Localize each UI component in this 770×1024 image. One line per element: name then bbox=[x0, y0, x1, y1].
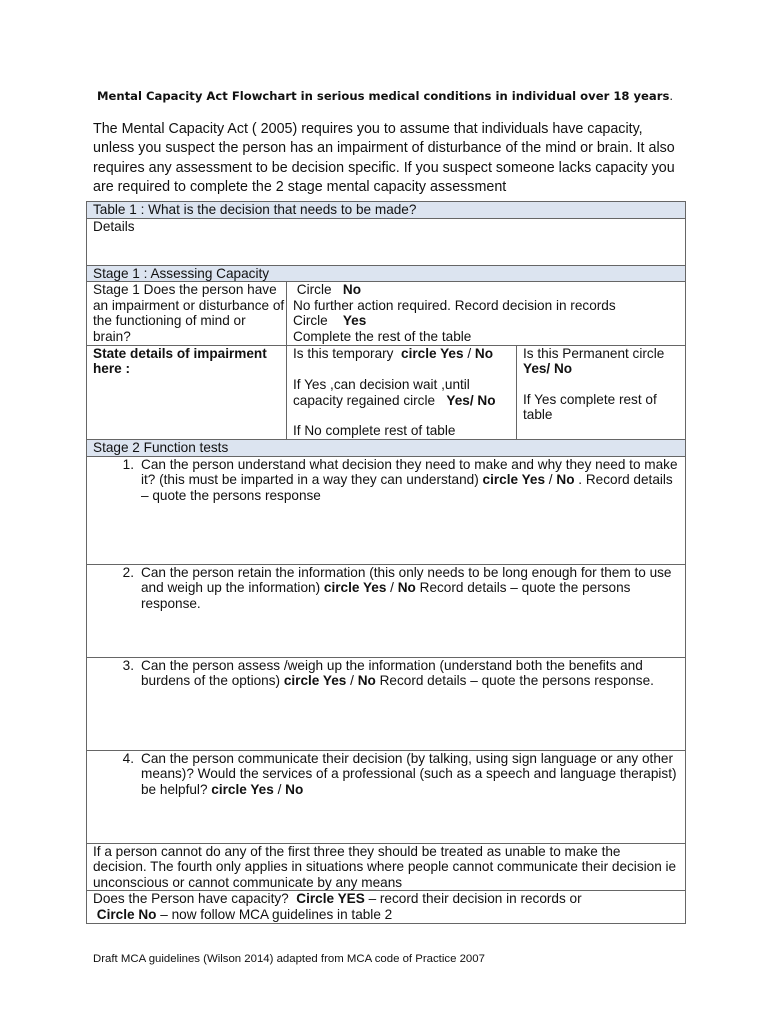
no-option[interactable]: No bbox=[342, 282, 361, 298]
mca-assessment-table bbox=[86, 201, 686, 924]
question-cell[interactable] bbox=[87, 750, 686, 843]
question-number: 3. bbox=[122, 657, 134, 673]
capacity-cell bbox=[87, 891, 686, 923]
capacity-question: Does the Person have capacity? bbox=[93, 891, 289, 907]
page-title bbox=[0, 89, 770, 103]
wait-question bbox=[293, 377, 516, 408]
question-cell[interactable] bbox=[87, 456, 686, 564]
table1-header: Table 1 : What is the decision that needs to be made? bbox=[87, 202, 686, 219]
slash: / bbox=[273, 781, 286, 797]
temporary-cell bbox=[287, 345, 517, 439]
circle-no-line bbox=[293, 282, 685, 298]
question-item bbox=[87, 751, 685, 798]
temporary-label: Is this temporary bbox=[293, 345, 394, 361]
question-cell[interactable] bbox=[87, 564, 686, 657]
if-yes-complete-text: If Yes complete rest of table bbox=[523, 391, 657, 423]
no-option[interactable]: No bbox=[397, 580, 416, 596]
temporary-line bbox=[293, 346, 516, 362]
question-item bbox=[87, 565, 685, 612]
question-number: 1. bbox=[122, 456, 134, 472]
details-field[interactable] bbox=[87, 218, 686, 265]
slash: / bbox=[545, 472, 557, 488]
note-row bbox=[87, 843, 686, 891]
question-text-block bbox=[141, 658, 685, 689]
capacity-no-option[interactable]: Circle No bbox=[96, 906, 157, 922]
question-text-block bbox=[141, 751, 685, 798]
yes-option[interactable]: Yes bbox=[342, 313, 367, 329]
question-tail: . Record details – quote the persons response bbox=[141, 472, 673, 503]
circle-yes-line bbox=[293, 313, 685, 329]
stage1-question: Stage 1 Does the person have an impairment or disturbance of the functioning of mind or brain? bbox=[87, 282, 287, 345]
capacity-yes-line bbox=[93, 891, 685, 907]
capacity-yes-option[interactable]: Circle YES bbox=[296, 891, 365, 907]
if-no-complete-text: If No complete rest of table bbox=[293, 423, 456, 439]
capacity-no-line bbox=[93, 907, 685, 923]
circle-yes-option[interactable]: circle Yes bbox=[211, 781, 274, 797]
stage2-header-row bbox=[87, 439, 686, 456]
permanent-yes-no-option[interactable]: Yes/ No bbox=[523, 361, 573, 377]
permanent-cell bbox=[517, 345, 686, 439]
wait-text: If Yes ,can decision wait ,until capacity regained circle bbox=[293, 377, 470, 408]
question-text: Can the person retain the information (this only needs to be long enough for them to use and weigh up the information) bbox=[141, 564, 672, 596]
function-test-note: If a person cannot do any of the first three they should be treated as unable to make the decision. The fourth only applies in situations where people cannot communicate their decision ie unconscious or cannot communicate by any means bbox=[87, 843, 686, 891]
question-tail: Record details – quote the persons response. bbox=[375, 673, 654, 689]
question-cell[interactable] bbox=[87, 657, 686, 750]
no-option[interactable]: No bbox=[556, 472, 575, 488]
title-text: Mental Capacity Act Flowchart in serious medical conditions in individual over 18 years bbox=[96, 89, 670, 103]
slash: / bbox=[346, 673, 358, 689]
circle-yes-option[interactable]: circle Yes bbox=[323, 580, 387, 596]
temporary-yes-option[interactable]: circle Yes bbox=[401, 345, 464, 361]
intro-line: requires any assessment to be decision specific. If you suspect someone lacks capacity you bbox=[93, 159, 675, 176]
question-text: Can the person understand what decision they need to make and why they need to make it? (this must be imparted in a way they can understand) bbox=[141, 456, 678, 488]
title-period: . bbox=[669, 89, 674, 103]
question-number: 4. bbox=[122, 750, 134, 766]
circle-label: Circle bbox=[293, 313, 328, 329]
question-text: Can the person communicate their decision (by talking, using sign language or any other means)? Would the services of a professional (such as a speech and language therapist) be helpful? bbox=[141, 750, 677, 797]
no-action-text: No further action required. Record decision in records bbox=[293, 297, 616, 313]
stage1-header: Stage 1 : Assessing Capacity bbox=[87, 265, 686, 282]
stage1-question-row bbox=[87, 282, 686, 345]
question-number: 2. bbox=[122, 564, 134, 580]
circle-label: Circle bbox=[296, 282, 332, 298]
slash: / bbox=[386, 580, 398, 596]
question-row bbox=[87, 564, 686, 657]
intro-line: The Mental Capacity Act ( 2005) requires you to assume that individuals have capacity, bbox=[93, 121, 643, 137]
question-text-block bbox=[141, 565, 685, 612]
question-row bbox=[87, 456, 686, 564]
wait-no-option[interactable]: No bbox=[477, 392, 496, 408]
capacity-yes-tail: – record their decision in records or bbox=[364, 891, 582, 907]
circle-yes-option[interactable]: circle Yes bbox=[283, 673, 347, 689]
question-text: Can the person assess /weigh up the information (understand both the benefits and burdens of the options) bbox=[141, 657, 643, 689]
capacity-no-tail: – now follow MCA guidelines in table 2 bbox=[156, 906, 393, 922]
intro-paragraph bbox=[93, 120, 693, 198]
no-option[interactable]: No bbox=[285, 781, 304, 797]
question-row bbox=[87, 657, 686, 750]
stage1-details-row bbox=[87, 345, 686, 439]
question-item bbox=[87, 457, 685, 504]
no-option[interactable]: No bbox=[357, 673, 376, 689]
stage1-header-row bbox=[87, 265, 686, 282]
stage1-answer-cell bbox=[287, 282, 686, 345]
intro-line: unless you suspect the person has an impairment of disturbance of the mind or brain. It also bbox=[93, 140, 675, 157]
question-item bbox=[87, 658, 685, 689]
details-label: Details bbox=[93, 218, 135, 234]
question-tail: Record details – quote the persons response. bbox=[141, 580, 631, 611]
capacity-row bbox=[87, 891, 686, 923]
slash: / bbox=[463, 345, 475, 361]
footer-note: Draft MCA guidelines (Wilson 2014) adapted from MCA code of Practice 2007 bbox=[93, 953, 485, 965]
permanent-label: Is this Permanent circle bbox=[523, 345, 665, 361]
intro-line: are required to complete the 2 stage mental capacity assessment bbox=[93, 179, 507, 196]
state-details-label[interactable]: State details of impairment here : bbox=[87, 345, 287, 439]
temporary-no-option[interactable]: No bbox=[474, 345, 494, 361]
wait-yes-option[interactable]: Yes/ bbox=[446, 392, 474, 408]
complete-rest-text: Complete the rest of the table bbox=[293, 328, 472, 344]
question-row bbox=[87, 750, 686, 843]
circle-yes-option[interactable]: circle Yes bbox=[482, 472, 546, 488]
stage2-header: Stage 2 Function tests bbox=[87, 439, 686, 456]
question-text-block bbox=[141, 457, 685, 504]
table1-details-row bbox=[87, 218, 686, 265]
table1-header-row bbox=[87, 202, 686, 219]
